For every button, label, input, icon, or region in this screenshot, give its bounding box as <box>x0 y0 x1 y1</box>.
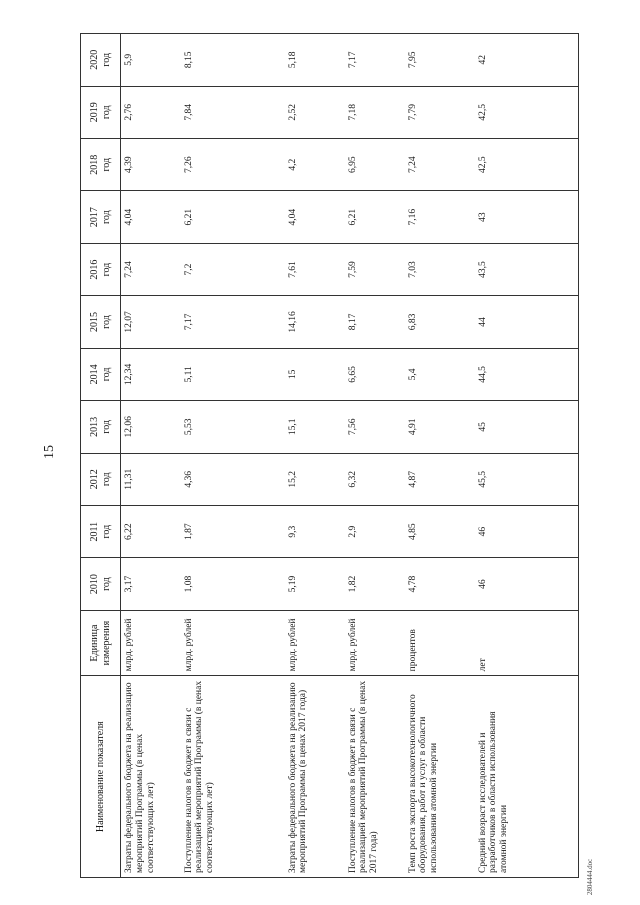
row-unit: млрд. рублей <box>121 610 181 676</box>
header-year-2012: 2012 год <box>81 453 121 505</box>
header-year-2014: 2014 год <box>81 348 121 400</box>
row-unit: процентов <box>405 610 475 676</box>
cell-2014: 15 <box>285 348 345 400</box>
cell-2017: 6,21 <box>181 191 285 243</box>
cell-2017: 43 <box>475 191 579 243</box>
table-row <box>405 34 475 878</box>
cell-2018: 7,26 <box>181 139 285 191</box>
cell-2016: 7,24 <box>121 243 181 295</box>
cell-2019: 7,79 <box>405 86 475 138</box>
cell-2019: 7,18 <box>345 86 405 138</box>
header-year-2011: 2011 год <box>81 505 121 557</box>
cell-2020: 5,18 <box>285 34 345 87</box>
cell-2018: 4,2 <box>285 139 345 191</box>
cell-2013: 45 <box>475 401 579 453</box>
header-year-2019: 2019 год <box>81 86 121 138</box>
cell-2011: 2,9 <box>345 505 405 557</box>
cell-2013: 15,1 <box>285 401 345 453</box>
cell-2018: 7,24 <box>405 139 475 191</box>
footer-code-text: 2804444.doc <box>586 858 594 896</box>
header-unit-line-1: Единица <box>89 624 100 662</box>
header-unit-line-2: измерения <box>100 620 112 666</box>
cell-2016: 7,59 <box>345 243 405 295</box>
cell-2019: 7,84 <box>181 86 285 138</box>
table-row <box>181 34 285 878</box>
cell-2016: 7,2 <box>181 243 285 295</box>
cell-2018: 6,95 <box>345 139 405 191</box>
cell-2011: 4,85 <box>405 505 475 557</box>
cell-2012: 45,5 <box>475 453 579 505</box>
header-row <box>81 34 121 878</box>
cell-2015: 12,07 <box>121 296 181 348</box>
cell-2015: 6,83 <box>405 296 475 348</box>
cell-2020: 7,95 <box>405 34 475 87</box>
cell-2012: 4,36 <box>181 453 285 505</box>
cell-2014: 6,65 <box>345 348 405 400</box>
row-name: Затраты федерального бюджета на реализацию мероприятий Программы (в ценах соответствующих лет) <box>121 676 181 878</box>
row-unit: млрд. рублей <box>285 610 345 676</box>
header-year-2020: 2020 год <box>81 34 121 87</box>
cell-2017: 6,21 <box>345 191 405 243</box>
header-year-2013: 2013 год <box>81 401 121 453</box>
row-unit: млрд. рублей <box>181 610 285 676</box>
cell-2019: 2,52 <box>285 86 345 138</box>
cell-2018: 4,39 <box>121 139 181 191</box>
cell-2015: 14,16 <box>285 296 345 348</box>
cell-2014: 44,5 <box>475 348 579 400</box>
row-name: Средний возраст исследователей и разработчиков в области использования атомной энергии <box>475 676 579 878</box>
cell-2020: 8,15 <box>181 34 285 87</box>
table-row <box>285 34 345 878</box>
cell-2012: 11,31 <box>121 453 181 505</box>
cell-2013: 12,06 <box>121 401 181 453</box>
cell-2013: 5,53 <box>181 401 285 453</box>
cell-2016: 7,61 <box>285 243 345 295</box>
cell-2012: 15,2 <box>285 453 345 505</box>
row-name: Темп роста экспорта высокотехнологичного оборудования, работ и услуг в области использования атомной энергии <box>405 676 475 878</box>
cell-2012: 4,87 <box>405 453 475 505</box>
header-year-2010: 2010 год <box>81 558 121 610</box>
cell-2011: 1,87 <box>181 505 285 557</box>
cell-2018: 42,5 <box>475 139 579 191</box>
cell-2014: 12,34 <box>121 348 181 400</box>
header-year-2017: 2017 год <box>81 191 121 243</box>
cell-2020: 7,17 <box>345 34 405 87</box>
cell-2010: 3,17 <box>121 558 181 610</box>
row-unit: млрд. рублей <box>345 610 405 676</box>
header-year-2015: 2015 год <box>81 296 121 348</box>
cell-2011: 46 <box>475 505 579 557</box>
table-row <box>121 34 181 878</box>
cell-2012: 6,32 <box>345 453 405 505</box>
cell-2016: 7,03 <box>405 243 475 295</box>
cell-2019: 42,5 <box>475 86 579 138</box>
cell-2017: 7,16 <box>405 191 475 243</box>
cell-2017: 4,04 <box>121 191 181 243</box>
cell-2015: 44 <box>475 296 579 348</box>
page-number-text: 15 <box>42 445 57 459</box>
cell-2010: 5,19 <box>285 558 345 610</box>
cell-2016: 43,5 <box>475 243 579 295</box>
header-year-2016: 2016 год <box>81 243 121 295</box>
cell-2011: 9,3 <box>285 505 345 557</box>
cell-2010: 46 <box>475 558 579 610</box>
cell-2010: 4,78 <box>405 558 475 610</box>
cell-2015: 8,17 <box>345 296 405 348</box>
row-name: Затраты федерального бюджета на реализацию мероприятий Программы (в ценах 2017 года) <box>285 676 345 878</box>
header-year-2018: 2018 год <box>81 139 121 191</box>
row-name: Поступление налогов в бюджет в связи с реализацией мероприятий Программы (в ценах 2017 года) <box>345 676 405 878</box>
cell-2019: 2,76 <box>121 86 181 138</box>
header-name: Наименование показателя <box>81 676 121 878</box>
row-name: Поступление налогов в бюджет в связи с реализацией мероприятий Программы (в ценах соответствующих лет) <box>181 676 285 878</box>
table-row <box>345 34 405 878</box>
cell-2013: 7,56 <box>345 401 405 453</box>
table-row <box>475 34 579 878</box>
cell-2010: 1,08 <box>181 558 285 610</box>
cell-2020: 5,9 <box>121 34 181 87</box>
rotated-table-frame <box>80 33 578 878</box>
cell-2011: 6,22 <box>121 505 181 557</box>
cell-2020: 42 <box>475 34 579 87</box>
header-unit <box>81 610 121 676</box>
cell-2013: 4,91 <box>405 401 475 453</box>
indicator-table <box>80 33 578 878</box>
cell-2010: 1,82 <box>345 558 405 610</box>
row-unit: лет <box>475 610 579 676</box>
cell-2017: 4,04 <box>285 191 345 243</box>
cell-2014: 5,4 <box>405 348 475 400</box>
cell-2015: 7,17 <box>181 296 285 348</box>
cell-2014: 5,11 <box>181 348 285 400</box>
